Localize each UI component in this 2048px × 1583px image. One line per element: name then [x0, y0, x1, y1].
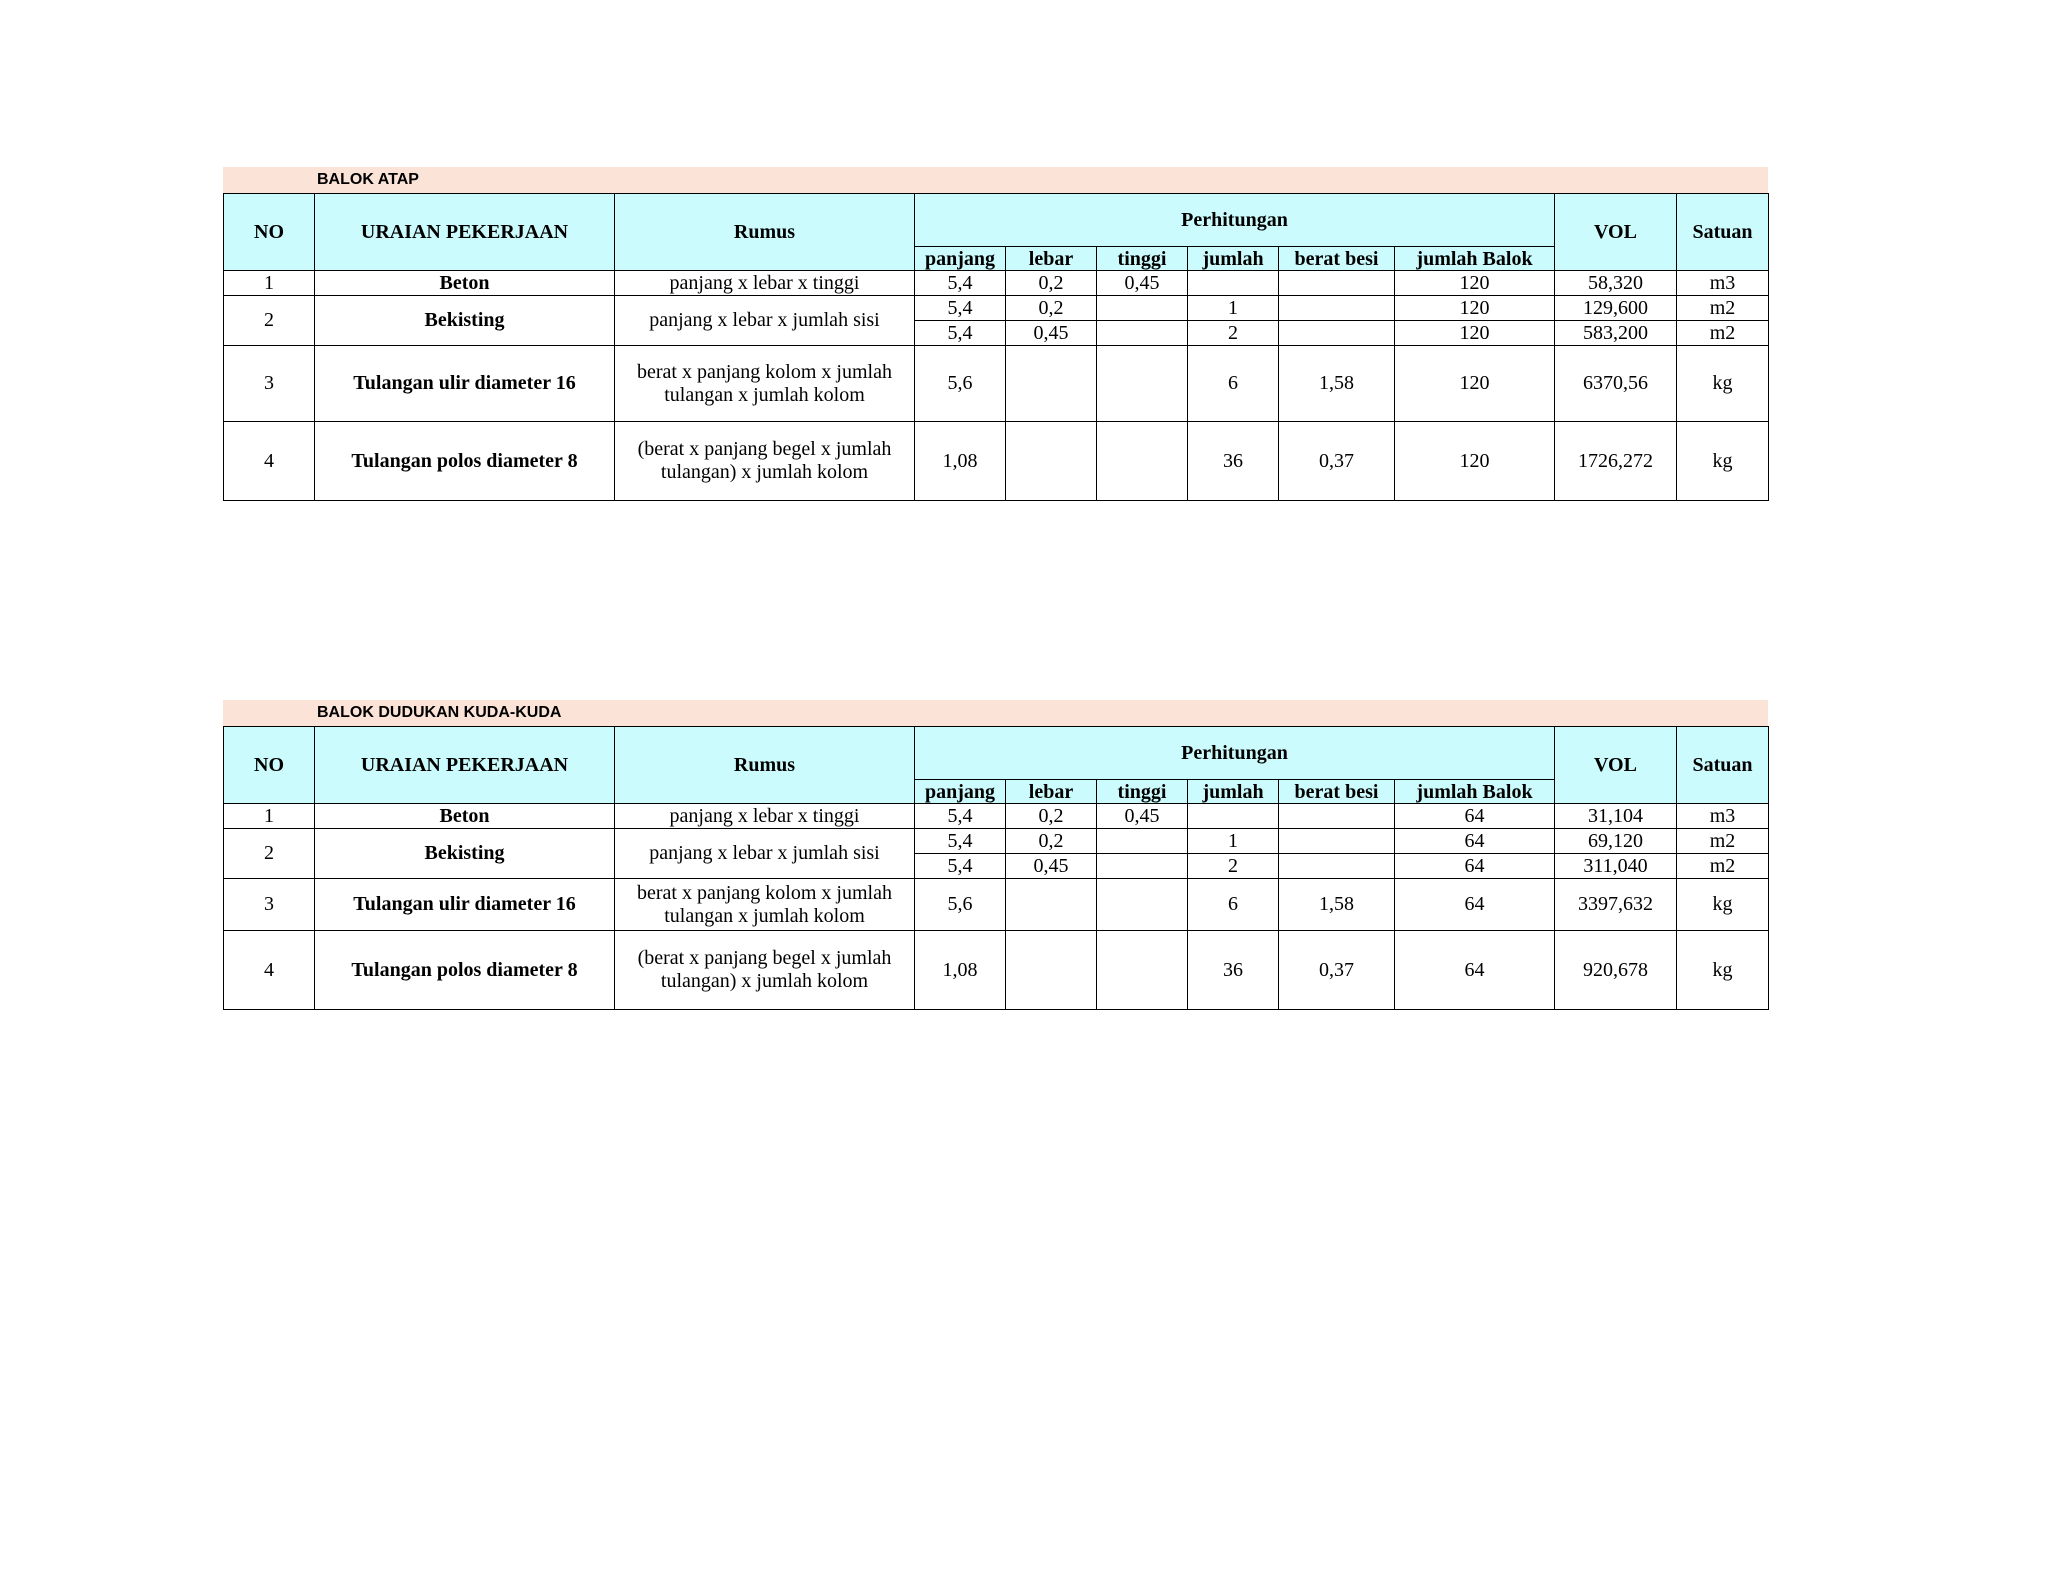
- cell-satuan: m2: [1677, 321, 1769, 346]
- cell-berat-besi: [1279, 296, 1395, 321]
- cell-vol: 58,320: [1555, 271, 1677, 296]
- header-satuan: Satuan: [1677, 194, 1769, 271]
- cell-jumlah: 6: [1188, 879, 1279, 931]
- cell-uraian: Tulangan ulir diameter 16: [315, 346, 615, 422]
- cell-rumus: panjang x lebar x tinggi: [615, 271, 915, 296]
- header-vol: VOL: [1555, 194, 1677, 271]
- cell-lebar: 0,2: [1006, 271, 1097, 296]
- cell-jumlah-balok: 120: [1395, 296, 1555, 321]
- rumus-line: tulangan) x jumlah kolom: [660, 461, 869, 483]
- boq-table: [223, 193, 1769, 501]
- cell-no: 2: [224, 829, 315, 879]
- cell-berat-besi: 0,37: [1279, 422, 1395, 501]
- section-title: BALOK DUDUKAN KUDA-KUDA: [317, 704, 562, 721]
- header-no: NO: [224, 727, 315, 804]
- cell-lebar: 0,45: [1006, 854, 1097, 879]
- header-satuan: Satuan: [1677, 727, 1769, 804]
- cell-panjang: 5,4: [915, 296, 1006, 321]
- cell-jumlah-balok: 120: [1395, 321, 1555, 346]
- cell-jumlah-balok: 120: [1395, 422, 1555, 501]
- table-row: [224, 931, 1769, 1010]
- table-row: [224, 829, 1769, 854]
- rumus-line: (berat x panjang begel x jumlah: [637, 947, 892, 969]
- cell-vol: 311,040: [1555, 854, 1677, 879]
- cell-rumus: panjang x lebar x tinggi: [615, 804, 915, 829]
- cell-berat-besi: [1279, 271, 1395, 296]
- cell-jumlah-balok: 64: [1395, 804, 1555, 829]
- cell-vol: 129,600: [1555, 296, 1677, 321]
- cell-lebar: 0,2: [1006, 829, 1097, 854]
- cell-panjang: 5,4: [915, 854, 1006, 879]
- cell-satuan: kg: [1677, 422, 1769, 501]
- cell-jumlah-balok: 64: [1395, 854, 1555, 879]
- header-panjang: panjang: [915, 780, 1006, 804]
- cell-lebar: [1006, 422, 1097, 501]
- cell-jumlah: 1: [1188, 829, 1279, 854]
- table-row: [224, 271, 1769, 296]
- cell-tinggi: 0,45: [1097, 271, 1188, 296]
- cell-no: 1: [224, 271, 315, 296]
- cell-satuan: m2: [1677, 296, 1769, 321]
- cell-vol: 583,200: [1555, 321, 1677, 346]
- cell-no: 4: [224, 931, 315, 1010]
- header-jumlah-balok: jumlah Balok: [1395, 247, 1555, 271]
- cell-berat-besi: [1279, 321, 1395, 346]
- header-jumlah-balok: jumlah Balok: [1395, 780, 1555, 804]
- rumus-line: (berat x panjang begel x jumlah: [637, 438, 892, 460]
- cell-panjang: 5,4: [915, 829, 1006, 854]
- section-title-band: [223, 167, 1768, 193]
- cell-uraian: Beton: [315, 271, 615, 296]
- cell-jumlah-balok: 120: [1395, 271, 1555, 296]
- cell-no: 3: [224, 879, 315, 931]
- cell-rumus: panjang x lebar x jumlah sisi: [615, 829, 915, 879]
- cell-panjang: 5,6: [915, 879, 1006, 931]
- header-panjang: panjang: [915, 247, 1006, 271]
- cell-tinggi: [1097, 321, 1188, 346]
- header-perhitungan: Perhitungan: [915, 727, 1555, 780]
- header-perhitungan: Perhitungan: [915, 194, 1555, 247]
- header-uraian: URAIAN PEKERJAAN: [315, 194, 615, 271]
- cell-vol: 69,120: [1555, 829, 1677, 854]
- cell-no: 4: [224, 422, 315, 501]
- cell-tinggi: 0,45: [1097, 804, 1188, 829]
- cell-lebar: 0,45: [1006, 321, 1097, 346]
- table-row: [224, 879, 1769, 931]
- cell-lebar: [1006, 879, 1097, 931]
- header-rumus: Rumus: [615, 727, 915, 804]
- cell-satuan: kg: [1677, 879, 1769, 931]
- table-row: [224, 296, 1769, 321]
- cell-rumus: [615, 346, 915, 422]
- header-no: NO: [224, 194, 315, 271]
- rumus-line: tulangan x jumlah kolom: [664, 383, 865, 406]
- cell-jumlah: [1188, 271, 1279, 296]
- cell-satuan: m3: [1677, 271, 1769, 296]
- cell-panjang: 1,08: [915, 422, 1006, 501]
- cell-uraian: Tulangan ulir diameter 16: [315, 879, 615, 931]
- cell-panjang: 5,4: [915, 321, 1006, 346]
- cell-berat-besi: [1279, 804, 1395, 829]
- header-uraian: URAIAN PEKERJAAN: [315, 727, 615, 804]
- cell-tinggi: [1097, 854, 1188, 879]
- cell-uraian: Bekisting: [315, 829, 615, 879]
- table-row: [224, 804, 1769, 829]
- cell-no: 1: [224, 804, 315, 829]
- cell-tinggi: [1097, 296, 1188, 321]
- rumus-line: tulangan) x jumlah kolom: [660, 970, 869, 992]
- rumus-line: berat x panjang kolom x jumlah: [637, 360, 892, 383]
- cell-panjang: 5,6: [915, 346, 1006, 422]
- rumus-line: tulangan x jumlah kolom: [664, 904, 865, 927]
- cell-satuan: m3: [1677, 804, 1769, 829]
- header-lebar: lebar: [1006, 780, 1097, 804]
- cell-lebar: [1006, 931, 1097, 1010]
- cell-tinggi: [1097, 829, 1188, 854]
- cell-satuan: kg: [1677, 931, 1769, 1010]
- cell-uraian: Tulangan polos diameter 8: [315, 422, 615, 501]
- cell-jumlah-balok: 120: [1395, 346, 1555, 422]
- header-jumlah: jumlah: [1188, 780, 1279, 804]
- table-row: [224, 422, 1769, 501]
- cell-jumlah-balok: 64: [1395, 931, 1555, 1010]
- cell-panjang: 1,08: [915, 931, 1006, 1010]
- cell-no: 2: [224, 296, 315, 346]
- cell-tinggi: [1097, 422, 1188, 501]
- header-tinggi: tinggi: [1097, 780, 1188, 804]
- cell-vol: 3397,632: [1555, 879, 1677, 931]
- cell-uraian: Tulangan polos diameter 8: [315, 931, 615, 1010]
- cell-jumlah-balok: 64: [1395, 829, 1555, 854]
- section-balok-atap: [223, 167, 1768, 501]
- cell-lebar: 0,2: [1006, 296, 1097, 321]
- cell-rumus: [615, 422, 915, 501]
- cell-berat-besi: [1279, 854, 1395, 879]
- header-vol: VOL: [1555, 727, 1677, 804]
- cell-rumus: panjang x lebar x jumlah sisi: [615, 296, 915, 346]
- cell-uraian: Beton: [315, 804, 615, 829]
- table-row: [224, 346, 1769, 422]
- section-balok-dudukan-kuda-kuda: [223, 700, 1768, 1010]
- cell-jumlah: 36: [1188, 422, 1279, 501]
- header-jumlah: jumlah: [1188, 247, 1279, 271]
- cell-jumlah: 1: [1188, 296, 1279, 321]
- cell-satuan: kg: [1677, 346, 1769, 422]
- rumus-line: berat x panjang kolom x jumlah: [637, 881, 892, 904]
- cell-vol: 920,678: [1555, 931, 1677, 1010]
- cell-rumus: [615, 879, 915, 931]
- header-rumus: Rumus: [615, 194, 915, 271]
- cell-vol: 31,104: [1555, 804, 1677, 829]
- cell-jumlah: 2: [1188, 321, 1279, 346]
- cell-jumlah: [1188, 804, 1279, 829]
- cell-satuan: m2: [1677, 854, 1769, 879]
- cell-panjang: 5,4: [915, 804, 1006, 829]
- header-berat-besi: berat besi: [1279, 780, 1395, 804]
- header-lebar: lebar: [1006, 247, 1097, 271]
- cell-satuan: m2: [1677, 829, 1769, 854]
- header-tinggi: tinggi: [1097, 247, 1188, 271]
- cell-tinggi: [1097, 346, 1188, 422]
- boq-table: [223, 726, 1769, 1010]
- cell-tinggi: [1097, 931, 1188, 1010]
- cell-berat-besi: [1279, 829, 1395, 854]
- cell-berat-besi: 1,58: [1279, 879, 1395, 931]
- cell-lebar: [1006, 346, 1097, 422]
- cell-jumlah: 36: [1188, 931, 1279, 1010]
- cell-no: 3: [224, 346, 315, 422]
- cell-vol: 6370,56: [1555, 346, 1677, 422]
- header-berat-besi: berat besi: [1279, 247, 1395, 271]
- cell-jumlah-balok: 64: [1395, 879, 1555, 931]
- cell-berat-besi: 0,37: [1279, 931, 1395, 1010]
- cell-tinggi: [1097, 879, 1188, 931]
- section-title: BALOK ATAP: [317, 171, 419, 188]
- cell-jumlah: 6: [1188, 346, 1279, 422]
- cell-jumlah: 2: [1188, 854, 1279, 879]
- cell-vol: 1726,272: [1555, 422, 1677, 501]
- cell-rumus: [615, 931, 915, 1010]
- cell-lebar: 0,2: [1006, 804, 1097, 829]
- cell-berat-besi: 1,58: [1279, 346, 1395, 422]
- section-title-band: [223, 700, 1768, 726]
- cell-panjang: 5,4: [915, 271, 1006, 296]
- cell-uraian: Bekisting: [315, 296, 615, 346]
